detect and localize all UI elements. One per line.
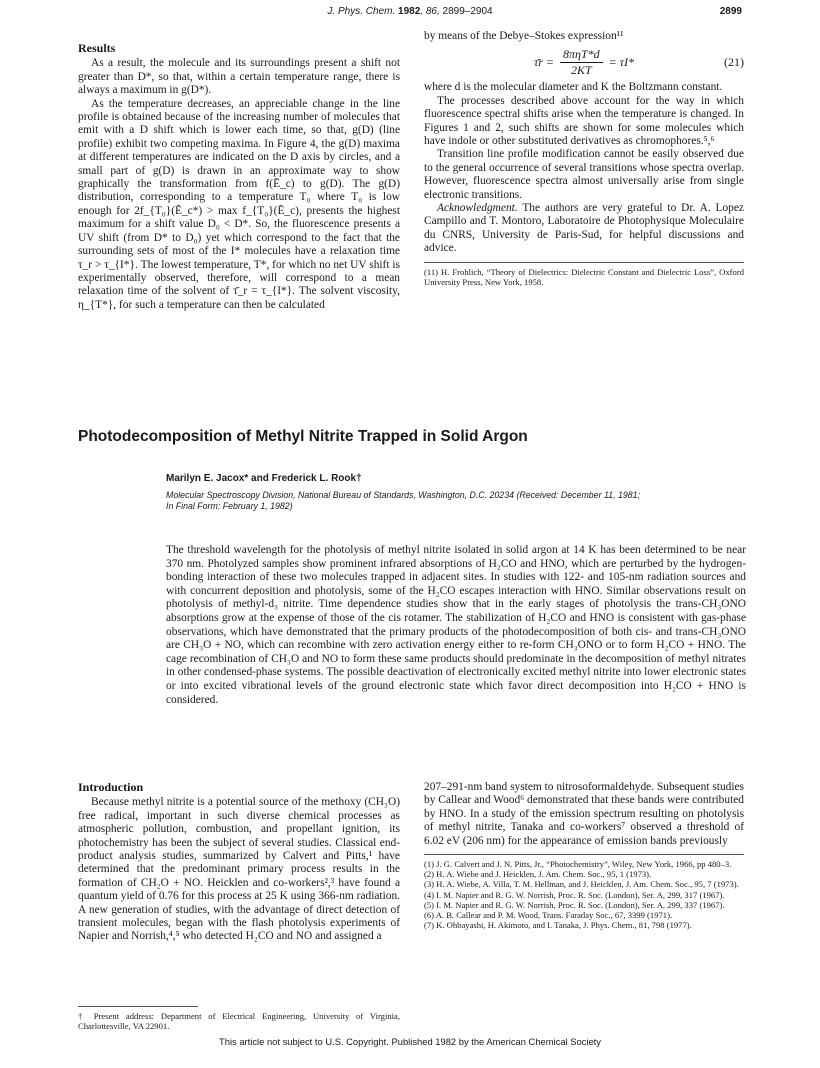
introduction-right-column: [424, 781, 744, 930]
right-top-column: [424, 30, 744, 287]
article-affiliation: Molecular Spectroscopy Division, National Bureau of Standards, Washington, D.C. 20234 (Received: December 11, 1981; In Final Form: February 1, 1982): [166, 490, 640, 511]
copyright-footer: This article not subject to U.S. Copyright. Published 1982 by the American Chemical Society: [219, 1036, 601, 1047]
debye-stokes-intro: by means of the Debye–Stokes expression¹¹: [424, 30, 624, 42]
introduction-heading: Introduction: [78, 780, 144, 794]
results-column: [78, 42, 400, 312]
author-footnote: † Present address: Department of Electrical Engineering, University of Virginia, Charlottesville, VA 22901.: [78, 1011, 400, 1032]
equation-lhs: τ̄r =: [533, 54, 555, 69]
equation-denominator: 2KT: [570, 62, 592, 77]
reference-7: (7) K. Ohbayashi, H. Akimoto, and I. Tanaka, J. Phys. Chem., 81, 798 (1977).: [424, 920, 692, 931]
author-footnote-block: [78, 1000, 400, 1031]
equation-rhs: = τI*: [608, 54, 635, 69]
acknowledgment-label: Acknowledgment.: [437, 202, 518, 215]
acknowledgment-paragraph: Acknowledgment. The authors are very grateful to Dr. A. Lopez Campillo and T. Montoro, Laboratoire de Photophysique Moleculaire du CNRS, University de Paris-Sud, for helpful discussions and advice.: [424, 202, 744, 255]
equation-label: (21): [724, 54, 744, 69]
running-header: [78, 6, 742, 22]
reference-6: (6) A. B. Callear and P. M. Wood, Trans. Faraday Soc., 67, 3399 (1971).: [424, 910, 673, 921]
results-heading: Results: [78, 41, 116, 55]
reference-2: (2) H. A. Wiebe and J. Heicklen, J. Am. Chem. Soc., 95, 1 (1973).: [424, 869, 652, 880]
article-title: Photodecomposition of Methyl Nitrite Trapped in Solid Argon: [78, 428, 528, 445]
where-paragraph: where d is the molecular diameter and K the Boltzmann constant.: [424, 81, 723, 94]
processes-paragraph: The processes described above account for the way in which fluorescence spectral shifts arise when the temperature is changed. In Figures 1 and 2, such shifts are shown for some molecules which have indole or other substituted derivatives as chromophores.⁵,⁶: [424, 94, 744, 148]
reference-5: (5) I. M. Napier and R. G. W. Norrish, Proc. R. Soc. (London), Ser. A, 299, 337 (1967).: [424, 899, 725, 910]
journal-citation: J. Phys. Chem. 1982, 86, 2899–2904: [327, 6, 493, 17]
equation-numerator: 8πηT*d: [560, 48, 603, 63]
author-footnote-rule: [78, 1006, 198, 1007]
equation-fraction: [560, 48, 603, 78]
results-paragraph-2: As the temperature decreases, an appreciable change in the line profile is obtained because of the increasing number of molecules that emit with a D shift which is lower each time, so that, g(D) (line profile) exhibit two competing maxima. In Figure 4, the g(D) maxima at different temperatures are indicated on the D axis by circles, and a small part of g(D) is drawn in an approximate way to show graphically the transformation from f(Ē_c) to g(D). The g(D) distribution, corresponding to a temperature T₀ where T₀ is low enough for 2f_{T₀}(Ē_c*) > max f_{T₀}(Ē_c), presents the highest maximum for a shift value D₀ < D*. So, the fluorescence presents a UV shift (from D* to D₀) yet which correspond to the fact that the surrounding sets of most of the I* molecules have a relaxation time τ_r > τ_{I*}. The lowest temperature, T*, for which no net UV shift is experimentally observed, therefore, will correspond to a mean relaxation time of the solvent of τ̄_r = τ_{I*}. The solvent viscosity, η_{T*}, for such a temperature can then be calculated: [78, 97, 400, 311]
reference-3: (3) H. A. Wiebe, A. Villa, T. M. Hellman, and J. Heicklen, J. Am. Chem. Soc., 95, 7 (1973).: [424, 879, 739, 890]
introduction-paragraph-1: Because methyl nitrite is a potential source of the methoxy (CH₃O) free radical, important in such diverse chemical processes as atmospheric pollution, combustion, and propellant ignition, its photochemistry has been the subject of several studies. Classical end-product analysis studies, summarized by Calvert and Pitts,¹ have determined that the predominant primary process results in the formation of CH₂O + NO. Heicklen and co-workers²,³ have found a quantum yield of 0.76 for this process at 25 K using 366-nm radiation. A new generation of studies, with the advantage of direct detection of transient molecules, began with the flash photolysis experiments of Napier and Norrish,⁴,⁵ who detected H₂CO and NO and assigned a: [78, 796, 400, 943]
transition-paragraph: Transition line profile modification cannot be easily observed due to the general occurrence of several transitions whose spectra overlap. However, fluorescence spectra almost universally arise from single electronic transitions.: [424, 148, 744, 201]
equation-21: [424, 43, 744, 81]
page-number: 2899: [719, 6, 742, 17]
article-authors: Marilyn E. Jacox* and Frederick L. Rook†: [166, 473, 362, 484]
reference-4: (4) I. M. Napier and R. G. W. Norrish, Proc. R. Soc. (London), Ser. A, 299, 317 (1967).: [424, 889, 725, 900]
footnote-11: (11) H. Frohlich, “Theory of Dielectrics: Dielectric Constant and Dielectric Loss”, Oxford University Press, New York, 1958.: [424, 266, 744, 287]
references-rule: [424, 854, 744, 855]
introduction-paragraph-2: 207–291-nm band system to nitrosoformaldehyde. Subsequent studies by Callear and Wood⁶ demonstrated that these bands were contributed by HNO. In a study of the emission spectrum resulting on photolysis of methyl nitrite, Tanaka and co-workers⁷ observed a threshold of 6.02 eV (206 nm) for the appearance of emission bands previously: [424, 781, 744, 847]
footnote-rule: [424, 262, 744, 263]
reference-1: (1) J. G. Calvert and J. N. Pitts, Jr., “Photochemistry”, Wiley, New York, 1966, pp 480–3.: [424, 859, 732, 870]
results-paragraph-1: As a result, the molecule and its surroundings present a shift not greater than D*, so that, within a certain temperature range, there is always a maximum in g(D*).: [78, 57, 400, 97]
introduction-left-column: [78, 781, 400, 944]
article-abstract: The threshold wavelength for the photolysis of methyl nitrite isolated in solid argon at 14 K has been determined to be near 370 nm. Photolyzed samples show prominent infrared absorptions of H₂CO and HNO, which are perturbed by the hydrogen-bonding interaction of these two molecules trapped in adjacent sites. In studies with 122- and 105-nm radiation sources and with concurrent deposition and photolysis, some of the H₂CO escapes interaction with HNO. Similar observations result on photolysis of methyl-d₃ nitrite. Time dependence studies show that in the early stages of photolysis the trans-CH₃ONO absorptions grow at the expense of those of the cis rotamer. The stabilization of H₂CO and HNO is consistent with gas-phase observations, which have demonstrated that the primary products of the photodecomposition of both cis- and trans-CH₃ONO are CH₃O + NO, which can recombine with zero activation energy either to re-form CH₃ONO or to form H₂CO + HNO. The cage recombination of CH₃O and NO to form these same products should predominate in the decomposition of methyl nitrates in other condensed-phase systems. The possible deactivation of electronically excited methyl nitrite into lower electronic states or into excited vibrational levels of the ground electronic state which favor direct decomposition into H₂CO + HNO is considered.: [166, 544, 746, 706]
